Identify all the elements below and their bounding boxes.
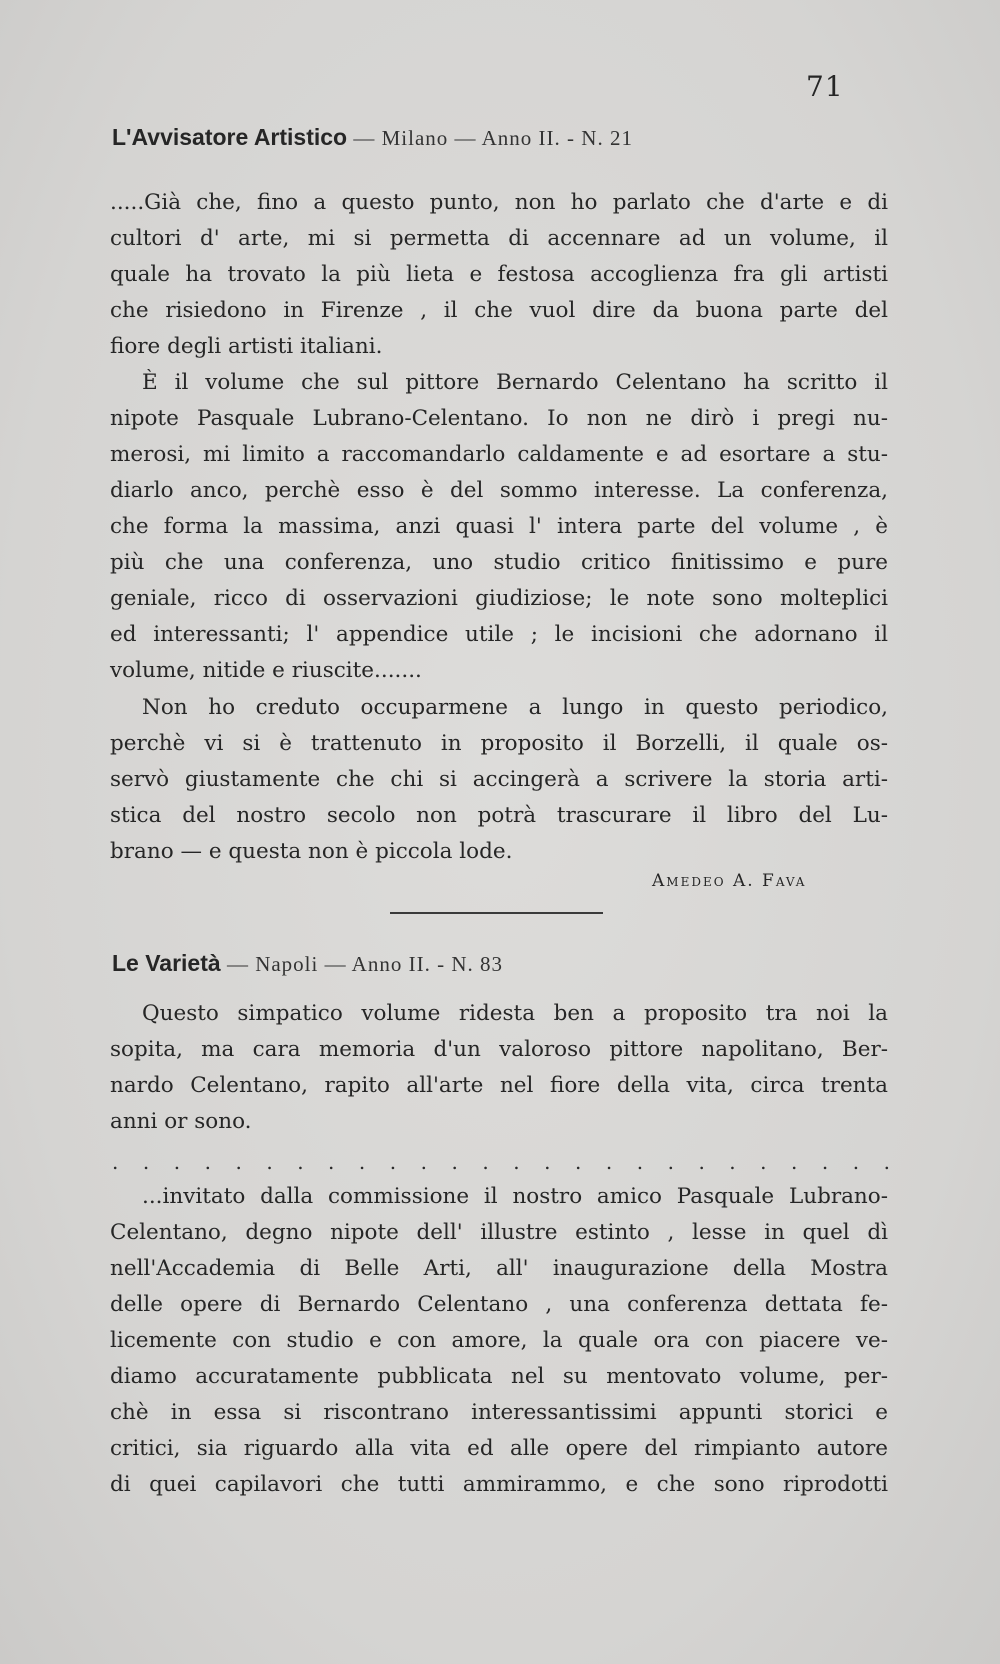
text-line: fiore degli artisti italiani.	[110, 334, 383, 359]
text-line: È il volume che sul pittore Bernardo Celentano ha scritto il	[142, 370, 888, 395]
text-line: .....Già che, fino a questo punto, non ho parlato che d'arte e di	[110, 190, 888, 215]
text-line: stica del nostro secolo non potrà trascurare il libro del Lu-	[110, 803, 888, 828]
text-line: chè in essa si riscontrano interessantissimi appunti storici e	[110, 1400, 888, 1425]
journal-title: Le Varietà	[112, 950, 221, 976]
text-line: ed interessanti; l' appendice utile ; le incisioni che adornano il	[110, 622, 888, 647]
text-line: cultori d' arte, mi si permetta di accennare ad un volume, il	[110, 226, 888, 251]
text-line: merosi, mi limito a raccomandarlo caldamente e ad esortare a stu-	[110, 442, 888, 467]
text-line: licemente con studio e con amore, la quale ora con piacere ve-	[110, 1328, 888, 1353]
ellipsis-dots: . . . . . . . . . . . . . . . . . . . . . . . . . .	[112, 1150, 890, 1174]
journal-meta: — Napoli — Anno II. - N. 83	[220, 952, 503, 976]
text-line: quale ha trovato la più lieta e festosa accoglienza fra gli artisti	[110, 262, 888, 287]
text-line: diamo accuratamente pubblicata nel su mentovato volume, per-	[110, 1364, 888, 1389]
text-line: volume, nitide e riuscite.......	[110, 658, 422, 683]
text-line: Non ho creduto occuparmene a lungo in questo periodico,	[142, 695, 888, 720]
author-signature: Amedeo A. Fava	[652, 871, 807, 891]
text-line: Celentano, degno nipote dell' illustre estinto , lesse in quel dì	[110, 1220, 888, 1245]
text-line: diarlo anco, perchè esso è del sommo interesse. La conferenza,	[110, 478, 888, 503]
text-line: che risiedono in Firenze , il che vuol dire da buona parte del	[110, 298, 888, 323]
text-line: brano — e questa non è piccola lode.	[110, 839, 513, 864]
section-divider	[390, 912, 603, 914]
text-line: perchè vi si è trattenuto in proposito il Borzelli, il quale os-	[110, 731, 888, 756]
text-line: nipote Pasquale Lubrano-Celentano. Io non ne dirò i pregi nu-	[110, 406, 888, 431]
journal-title: L'Avvisatore Artistico	[112, 124, 348, 150]
text-line: sopita, ma cara memoria d'un valoroso pittore napolitano, Ber-	[110, 1037, 888, 1062]
text-line: servò giustamente che chi si accingerà a scrivere la storia arti-	[110, 767, 888, 792]
text-line: Questo simpatico volume ridesta ben a proposito tra noi la	[142, 1001, 888, 1026]
text-line: più che una conferenza, uno studio critico finitissimo e pure	[110, 550, 888, 575]
text-line: di quei capilavori che tutti ammirammo, e che sono riprodotti	[110, 1472, 888, 1497]
text-line: anni or sono.	[110, 1109, 252, 1134]
page-number: 71	[806, 70, 844, 103]
text-line: critici, sia riguardo alla vita ed alle opere del rimpianto autore	[110, 1436, 888, 1461]
text-line: ...invitato dalla commissione il nostro amico Pasquale Lubrano-	[142, 1184, 888, 1209]
text-line: delle opere di Bernardo Celentano , una conferenza dettata fe-	[110, 1292, 888, 1317]
text-line: nell'Accademia di Belle Arti, all' inaugurazione della Mostra	[110, 1256, 888, 1281]
journal-meta: — Milano — Anno II. - N. 21	[347, 126, 633, 150]
text-line: nardo Celentano, rapito all'arte nel fiore della vita, circa trenta	[110, 1073, 888, 1098]
text-line: geniale, ricco di osservazioni giudiziose; le note sono molteplici	[110, 586, 888, 611]
text-line: che forma la massima, anzi quasi l' intera parte del volume , è	[110, 514, 888, 539]
section-header-varieta	[112, 950, 503, 977]
section-header-avvisatore	[112, 124, 633, 151]
